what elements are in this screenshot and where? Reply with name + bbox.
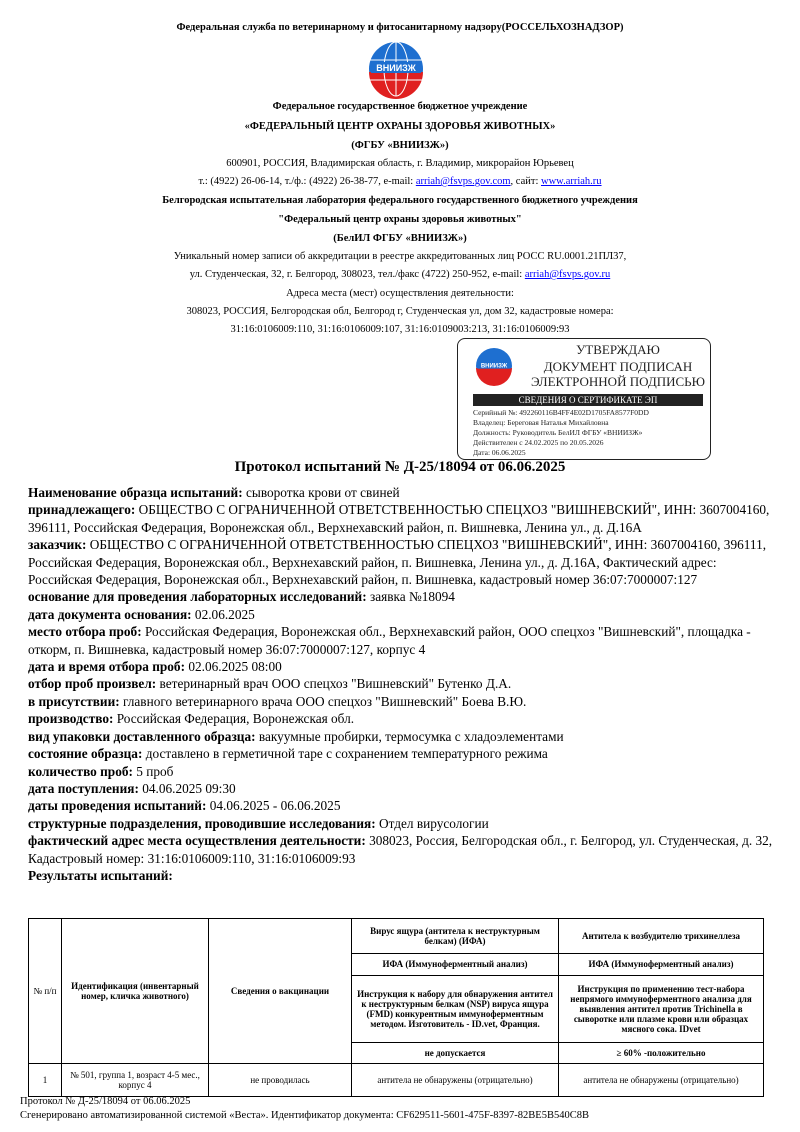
footer-protocol: Протокол № Д-25/18094 от 06.06.2025 <box>20 1096 191 1107</box>
agency-name: Федеральная служба по ветеринарному и фитосанитарному надзору(РОССЕЛЬХОЗНАДЗОР) <box>176 22 624 33</box>
field-value: доставлено в герметичной таре с сохранением температурного режима <box>142 746 548 762</box>
field-row <box>28 536 773 588</box>
field-row <box>28 710 773 727</box>
field-value: главного ветеринарного врача ООО спецхоз "Вишневский" Боева В.Ю. <box>119 693 527 709</box>
field-value: заявка №18094 <box>366 589 455 605</box>
table-row <box>29 1064 764 1097</box>
field-row <box>28 675 773 692</box>
field-label: место отбора проб: <box>28 624 142 640</box>
lab-address-text: ул. Студенческая, 32, г. Белгород, 308023, тел./факс (4722) 250-952, e-mail: <box>189 269 525 280</box>
field-value: ОБЩЕСТВО С ОГРАНИЧЕННОЙ ОТВЕТСТВЕННОСТЬЮ СПЕЦХОЗ "ВИШНЕВСКИЙ", ИНН: 3607004160, 396111, Российская Федерация, Воронежская обл., Верхнехавский район, п. Вишневка, Ленина ул., д. Д.16А <box>28 502 770 535</box>
test2-name: Антитела к возбудителю трихинеллеза <box>559 919 764 954</box>
lab-center: "Федеральный центр охраны здоровья животных" <box>278 214 522 225</box>
field-label: структурные подразделения, проводившие исследования: <box>28 815 376 831</box>
stamp-position: Должность: Руководитель БелИЛ ФГБУ «ВНИИЗЖ» <box>473 428 643 437</box>
field-value: Российская Федерация, Воронежская обл. <box>113 711 355 727</box>
field-row <box>28 693 773 710</box>
svg-text:ВНИИЗЖ: ВНИИЗЖ <box>480 363 508 370</box>
test1-name: Вирус ящура (антитела к неструктурным белкам) (ИФА) <box>352 919 559 954</box>
lab-short: (БелИЛ ФГБУ «ВНИИЗЖ») <box>333 233 467 244</box>
row-result-1: антитела не обнаружены (отрицательно) <box>352 1064 559 1097</box>
stamp-logo <box>472 345 516 387</box>
field-row <box>28 658 773 675</box>
field-value: 04.06.2025 09:30 <box>138 780 236 796</box>
stamp-owner: Владелец: Береговая Наталья Михайловна <box>473 418 609 427</box>
lab-address <box>0 269 800 280</box>
accreditation: Уникальный номер записи об аккредитации в реестре аккредитованных лиц РОСС RU.0001.21ПЛ37, <box>173 251 627 262</box>
field-label: производство: <box>28 711 114 727</box>
field-label: отбор проб произвел: <box>28 676 157 692</box>
header-id: Идентификация (инвентарный номер, кличка животного) <box>62 919 209 1064</box>
field-label: количество проб: <box>28 763 133 779</box>
lab-name: Белгородская испытательная лаборатория федерального государственного бюджетного учреждения <box>162 195 638 206</box>
test2-method: ИФА (Иммуноферментный анализ) <box>559 954 764 976</box>
org-name: «ФЕДЕРАЛЬНЫЙ ЦЕНТР ОХРАНЫ ЗДОРОВЬЯ ЖИВОТНЫХ» <box>244 121 556 132</box>
header-vaccination: Сведения о вакцинации <box>209 919 352 1064</box>
header-num: № п/п <box>29 919 62 1064</box>
field-label: вид упаковки доставленного образца: <box>28 728 256 744</box>
org-short: (ФГБУ «ВНИИЗЖ») <box>351 140 449 151</box>
field-label: в присутствии: <box>28 693 120 709</box>
field-value: 5 проб <box>132 763 174 779</box>
field-row <box>28 728 773 745</box>
test2-norm: ≥ 60% -положительно <box>559 1042 764 1064</box>
stamp-esign: ЭЛЕКТРОННОЙ ПОДПИСЬЮ <box>531 374 705 389</box>
lab-email-link[interactable]: arriah@fsvps.gov.ru <box>524 269 611 280</box>
row-id: № 501, группа 1, возраст 4-5 мес., корпус 4 <box>62 1064 209 1097</box>
org-contacts <box>0 176 800 187</box>
field-row <box>28 484 773 501</box>
signature-stamp <box>457 338 711 460</box>
results-table <box>28 918 764 1097</box>
field-row <box>28 501 773 536</box>
stamp-valid: Действителен с 24.02.2025 по 20.05.2026 <box>473 438 604 447</box>
field-value: ветеринарный врач ООО спецхоз "Вишневский" Бутенко Д.А. <box>156 676 512 692</box>
test1-method: ИФА (Иммуноферментный анализ) <box>352 954 559 976</box>
footer <box>20 1095 589 1123</box>
field-label: дата и время отбора проб: <box>28 659 186 675</box>
field-value: Отдел вирусологии <box>375 815 489 831</box>
field-label: Наименование образца испытаний: <box>28 485 243 500</box>
footer-generated: Сгенерировано автоматизированной системой «Веста». Идентификатор документа: CF629511-5601-475F-8397-82BE5B540C8B <box>20 1110 589 1121</box>
field-row <box>28 832 773 867</box>
stamp-signed: ДОКУМЕНТ ПОДПИСАН <box>543 359 693 374</box>
field-value: ОБЩЕСТВО С ОГРАНИЧЕННОЙ ОТВЕТСТВЕННОСТЬЮ СПЕЦХОЗ "ВИШНЕВСКИЙ", ИНН: 3607004160, 396111, Российская Федерация, Воронежская обл., Верхнехавский район, п. Вишневка, Ленина ул., д. Д.16А, Фактический адрес: Российская Федерация, Воронежская обл., Верхнехавский район, п. Вишневка, кадастровый номер 36:07:7000007:127 <box>28 537 767 588</box>
row-vaccination: не проводилась <box>209 1064 352 1097</box>
field-label: основание для проведения лабораторных исследований: <box>28 589 367 605</box>
field-row <box>28 815 773 832</box>
test1-instruction: Инструкция к набору для обнаружения антител к неструктурным белкам (NSP) вируса ящура (FMD) конкурентным иммуноферментным методом. Изготовитель - ID.vet, Франция. <box>352 975 559 1042</box>
field-row <box>28 797 773 814</box>
test1-norm: не допускается <box>352 1042 559 1064</box>
protocol-title: Протокол испытаний № Д-25/18094 от 06.06.2025 <box>234 459 566 475</box>
stamp-serial: Серийный №: 492260116B4FF4E02D1705FA8577F0DD <box>473 408 649 417</box>
field-value: сыворотка крови от свиней <box>242 485 400 500</box>
stamp-info <box>473 408 649 458</box>
field-label: даты проведения испытаний: <box>28 798 207 814</box>
activity-address: 308023, РОССИЯ, Белгородская обл, Белгород г, Студенческая ул, дом 32, кадастровые номера: <box>186 306 614 317</box>
org-type: Федеральное государственное бюджетное учреждение <box>272 101 528 112</box>
field-value: Российская Федерация, Воронежская обл., Верхнехавский район, ООО спецхоз "Вишневский", площадка - откорм, п. Вишневка, кадастровый номер 36:07:7000007:127, корпус 4 <box>28 624 751 657</box>
field-label: заказчик: <box>28 537 87 553</box>
field-row <box>28 867 773 884</box>
field-value: 02.06.2025 08:00 <box>185 659 282 675</box>
stamp-cert-bar: СВЕДЕНИЯ О СЕРТИФИКАТЕ ЭП <box>473 394 703 406</box>
field-label: принадлежащего: <box>28 502 136 518</box>
field-row <box>28 763 773 780</box>
svg-text:ВНИИЗЖ: ВНИИЗЖ <box>376 63 416 73</box>
stamp-date: Дата: 06.06.2025 <box>473 448 526 457</box>
field-value: 04.06.2025 - 06.06.2025 <box>206 798 341 814</box>
stamp-approve: УТВЕРЖДАЮ <box>576 342 660 357</box>
field-row <box>28 780 773 797</box>
field-value: вакуумные пробирки, термосумка с хладоэлементами <box>255 728 564 744</box>
field-label: дата документа основания: <box>28 606 192 622</box>
row-num: 1 <box>29 1064 62 1097</box>
field-row <box>28 606 773 623</box>
org-address: 600901, РОССИЯ, Владимирская область, г. Владимир, микрорайон Юрьевец <box>226 158 574 169</box>
contacts-text: т.: (4922) 26-06-14, т./ф.: (4922) 26-38-77, e-mail: <box>198 176 416 187</box>
site-label: , сайт: <box>510 176 541 187</box>
field-label: Результаты испытаний: <box>28 867 173 883</box>
field-label: состояние образца: <box>28 746 143 762</box>
field-label: дата поступления: <box>28 780 139 796</box>
test2-instruction: Инструкция по применению тест-набора непрямого иммуноферментного анализа для выявления антител против Trichinella в сыворотке или плазме крови или образцах мясного сока. IDvet <box>559 975 764 1042</box>
field-value: 02.06.2025 <box>191 606 255 622</box>
activity-label: Адреса места (мест) осуществления деятельности: <box>286 288 514 299</box>
sample-details <box>28 484 773 884</box>
vniizzh-logo <box>363 38 429 100</box>
field-row <box>28 623 773 658</box>
cadastral-numbers: 31:16:0106009:110, 31:16:0106009:107, 31:16:0109003:213, 31:16:0106009:93 <box>230 324 570 335</box>
field-value: 308023, Россия, Белгородская обл., г. Белгород, ул. Студенческая, д. 32, Кадастровый номер: 31:16:0106009:110, 31:16:0106009:93 <box>28 833 773 866</box>
site-link[interactable]: www.arriah.ru <box>541 176 602 187</box>
field-row <box>28 745 773 762</box>
row-result-2: антитела не обнаружены (отрицательно) <box>559 1064 764 1097</box>
email-link[interactable]: arriah@fsvps.gov.com <box>415 176 511 187</box>
field-row <box>28 588 773 605</box>
field-label: фактический адрес места осуществления деятельности: <box>28 833 366 849</box>
